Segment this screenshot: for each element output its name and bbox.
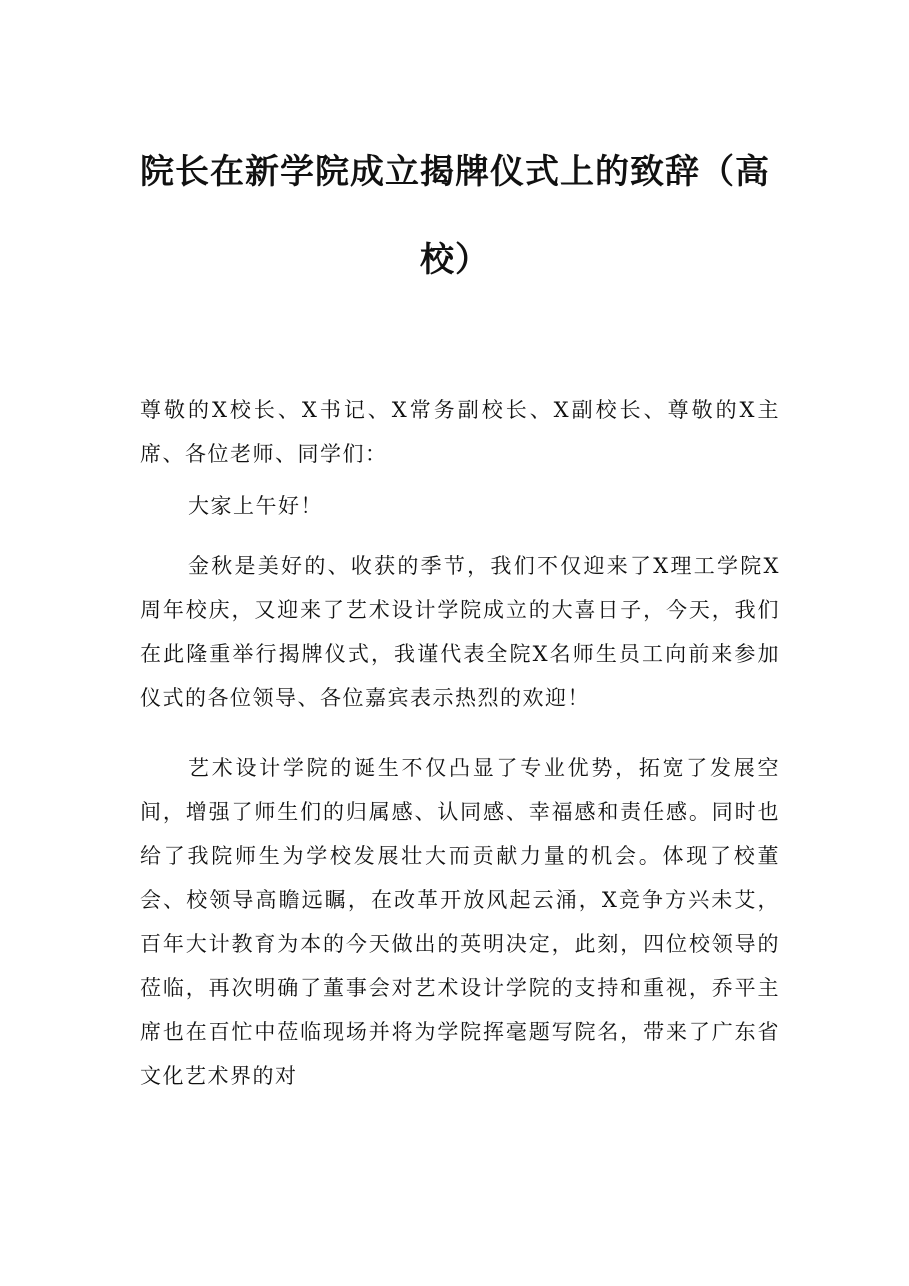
greeting: 大家上午好！ (188, 494, 323, 518)
body-paragraph: 艺术设计学院的诞生不仅凸显了专业优势，拓宽了发展空间，增强了师生们的归属感、认同感、幸福感和责任感。同时也给了我院师生为学校发展壮大而贡献力量的机会。体现了校董会、校领导高瞻远瞩，在改革开放风起云涌，X竞争方兴未艾，百年大计教育为本的今天做出的英明决定，此刻，四位校领导的莅临，再次明确了董事会对艺术设计学院的支持和重视，乔平主席也在百忙中莅临现场并将为学院挥毫题写院名，带来了广东省文化艺术界的对 (140, 756, 780, 1088)
document-title-line-1: 院长在新学院成立揭牌仪式上的致辞（高 (140, 152, 770, 192)
document-title-line-2: 校） (420, 240, 490, 280)
body-paragraph: 金秋是美好的、收获的季节，我们不仅迎来了X理工学院X周年校庆，又迎来了艺术设计学院成立的大喜日子，今天，我们在此隆重举行揭牌仪式，我谨代表全院X名师生员工向前来参加仪式的各位领导、各位嘉宾表示热烈的欢迎！ (140, 554, 780, 710)
salutation: 尊敬的X校长、X书记、X常务副校长、X副校长、尊敬的X主席、各位老师、同学们： (140, 398, 780, 466)
